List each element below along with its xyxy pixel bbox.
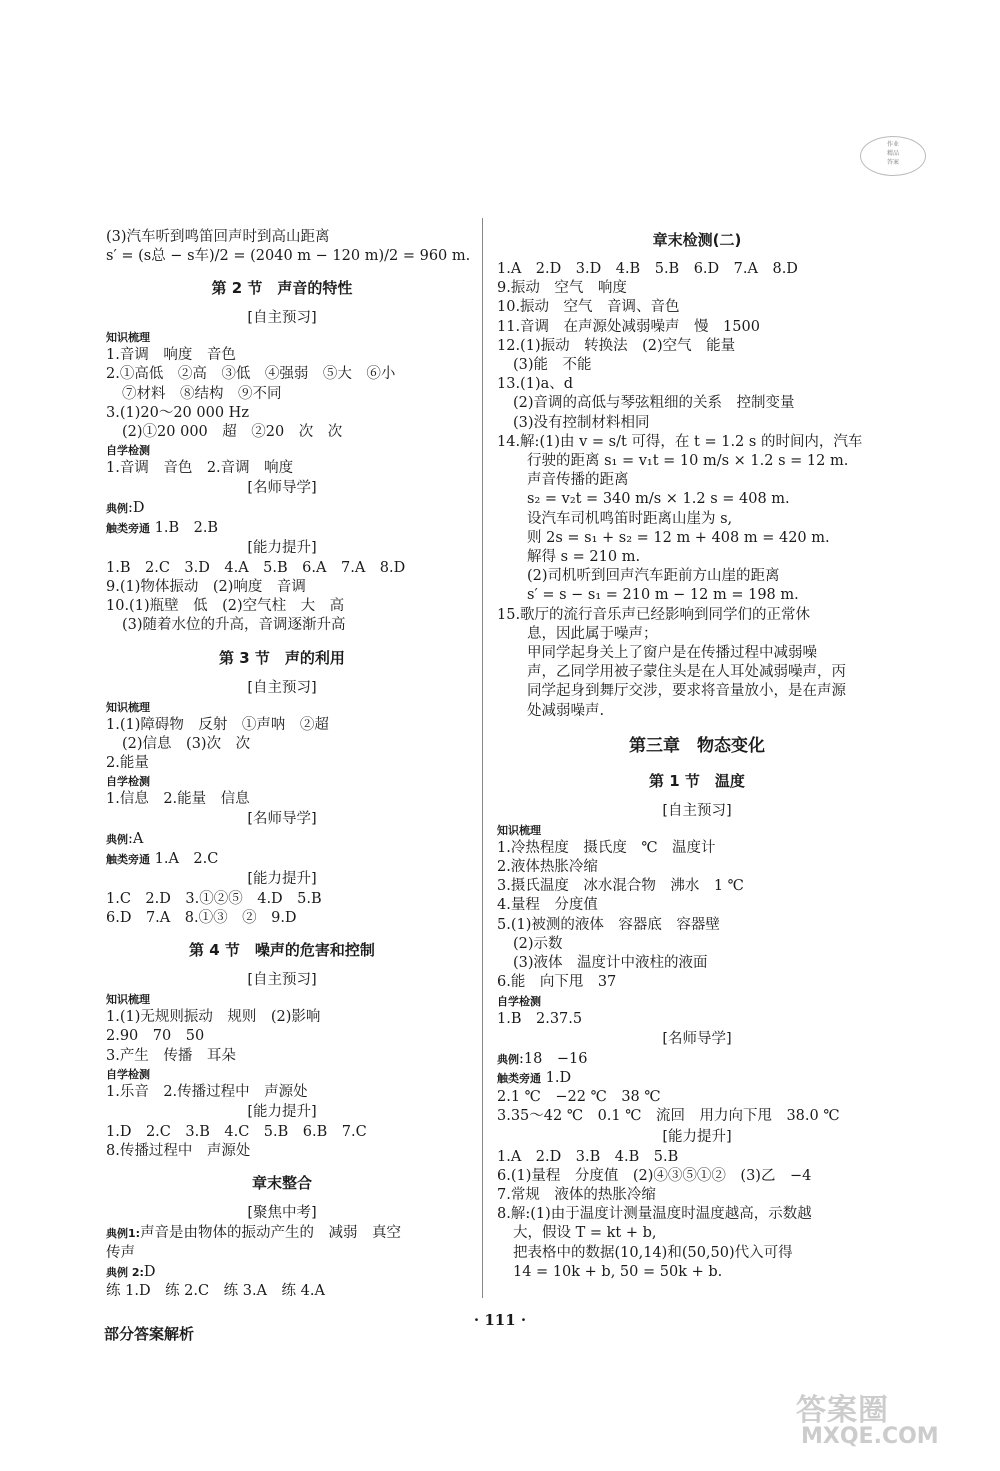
answer-line: s′ = s − s₁ = 210 m − 12 m = 198 m. <box>527 587 799 604</box>
answer-line: 2.1 ℃ −22 ℃ 38 ℃ <box>497 1089 661 1106</box>
stamp-line: 答案 <box>886 159 899 166</box>
stamp-line: 精品 <box>886 150 899 157</box>
answer-line <box>106 499 458 518</box>
answer-line: 5.(1)被测的液体 容器底 容器壁 <box>497 916 720 933</box>
answer-line: 12.(1)振动 转换法 (2)空气 能量 <box>497 337 736 354</box>
subsection-title: [能力提升] <box>247 870 317 887</box>
answer-line: 则 2s = s₁ + s₂ = 12 m + 408 m = 420 m. <box>527 529 830 546</box>
answer-line: (2)音调的高低与琴弦粗细的关系 控制变量 <box>513 395 795 412</box>
answer-line: 1.B 2.C 3.D 4.A 5.B 6.A 7.A 8.D <box>106 559 406 576</box>
example-tag: 触类旁通 <box>106 521 150 535</box>
category-tag: 知识梳理 <box>106 331 150 345</box>
left-column <box>106 228 471 1301</box>
answer-line: 声音传播的距离 <box>527 472 629 489</box>
answer-line: 4.量程 分度值 <box>497 897 598 914</box>
category-tag: 知识梳理 <box>106 993 150 1007</box>
answer-line: 1.冷热程度 摄氏度 ℃ 温度计 <box>497 839 716 856</box>
example-answer: :18 −16 <box>519 1050 588 1067</box>
answer-line: (3)液体 温度计中液柱的液面 <box>513 955 708 972</box>
answer-line: 2.90 70 50 <box>106 1028 205 1045</box>
answer-line: 2.①高低 ②高 ③低 ④强弱 ⑤大 ⑥小 <box>106 366 396 383</box>
category-tag: 自学检测 <box>106 775 150 789</box>
answer-line <box>497 1069 897 1088</box>
stamp-line: 作业 <box>886 141 899 148</box>
answer-line: 1.乐音 2.传播过程中 声源处 <box>106 1083 308 1100</box>
answer-line: 1.D 2.C 3.B 4.C 5.B 6.B 7.C <box>106 1124 367 1141</box>
answer-line: 2.液体热胀冷缩 <box>497 859 598 876</box>
answer-line: 9.(1)物体振动 (2)响度 音调 <box>106 579 306 596</box>
answer-line <box>106 1263 458 1282</box>
answer-line: 行驶的距离 s₁ = v₁t = 10 m/s × 1.2 s = 12 m. <box>527 453 849 470</box>
answer-line <box>106 519 458 538</box>
answer-line: 息，因此属于噪声； <box>527 625 658 642</box>
answer-line <box>106 1224 458 1243</box>
section-title: 章末检测(二) <box>652 231 742 249</box>
answer-line <box>106 850 458 869</box>
answer-line: 15.歌厅的流行音乐声已经影响到同学们的正常休 <box>497 606 811 623</box>
subsection-title: [能力提升] <box>247 1104 317 1121</box>
answer-line: (2)司机听到回声汽车距前方山崖的距离 <box>527 568 780 585</box>
answer-line <box>497 1050 897 1069</box>
example-tag: 典例 2: <box>106 1265 144 1279</box>
watermark-url: MXQE.COM <box>801 1424 939 1449</box>
section-title: 第 2 节 声音的特性 <box>211 279 353 298</box>
answer-line: 7.常规 液体的热胀冷缩 <box>497 1186 656 1203</box>
answer-line: 6.D 7.A 8.①③ ② 9.D <box>106 910 297 927</box>
answer-line: ⑦材料 ⑧结构 ⑨不同 <box>122 385 282 402</box>
example-answer: 1.D <box>541 1069 572 1086</box>
example-tag: 典例 <box>497 1052 519 1066</box>
subsection-title: [名师导学] <box>662 1030 732 1047</box>
subsection-title: [聚焦中考] <box>247 1205 317 1222</box>
example-tag: 典例1: <box>106 1227 141 1241</box>
formula-line: s′ = (s总 − s车)/2 = (2040 m − 120 m)/2 = 960 m. <box>106 248 471 265</box>
section-title: 第 3 节 声的利用 <box>219 648 345 667</box>
subsection-title: [自主预习] <box>247 679 317 696</box>
answer-line: 声，乙同学用被子蒙住头是在人耳处减弱噪声，丙 <box>527 664 846 681</box>
section-title: 第 4 节 噪声的危害和控制 <box>189 941 375 960</box>
corner-stamp <box>860 136 926 176</box>
answer-line: 把表格中的数据(10,14)和(50,50)代入可得 <box>513 1244 793 1261</box>
subsection-title: [名师导学] <box>247 480 317 497</box>
subsection-title: [自主预习] <box>247 972 317 989</box>
answer-line: 2.能量 <box>106 755 149 772</box>
example-answer: 声音是由物体的振动产生的 减弱 真空 <box>140 1225 402 1242</box>
answer-line: 10.振动 空气 音调、音色 <box>497 299 680 316</box>
right-column <box>497 228 897 1282</box>
subsection-title: [能力提升] <box>662 1128 732 1145</box>
answer-line: 同学起身到舞厅交涉，要求将音量放小，是在声源 <box>527 683 846 700</box>
chapter-title: 第三章 物态变化 <box>629 735 765 756</box>
answer-line: 1.信息 2.能量 信息 <box>106 791 250 808</box>
footer-label: 部分答案解析 <box>104 1325 195 1343</box>
category-tag: 自学检测 <box>106 1067 150 1081</box>
section-title: 第 1 节 温度 <box>649 771 745 790</box>
answer-line: (2)①20 000 超 ②20 次 次 <box>122 424 343 441</box>
example-answer: 1.A 2.C <box>150 850 219 867</box>
answer-line: (3)没有控制材料相同 <box>513 414 650 431</box>
answer-line: 9.振动 空气 响度 <box>497 280 627 297</box>
answer-line: 8.传播过程中 声源处 <box>106 1143 251 1160</box>
answer-line: 8.解:(1)由于温度计测量温度时温度越高，示数越 <box>497 1206 812 1223</box>
subsection-title: [自主预习] <box>662 802 732 819</box>
answer-line: 13.(1)a、d <box>497 376 574 393</box>
answer-line: 14 = 10k + b, 50 = 50k + b. <box>513 1263 723 1280</box>
example-answer: 1.B 2.B <box>150 519 219 536</box>
answer-line: 练 1.D 练 2.C 练 3.A 练 4.A <box>106 1283 325 1300</box>
answer-line: 1.C 2.D 3.①②⑤ 4.D 5.B <box>106 890 322 907</box>
example-tag: 典例 <box>106 502 128 516</box>
example-answer: D <box>143 1263 156 1280</box>
category-tag: 知识梳理 <box>106 700 150 714</box>
answer-line: 3.(1)20～20 000 Hz <box>106 404 249 421</box>
answer-line: 3.产生 传播 耳朵 <box>106 1047 236 1064</box>
category-tag: 自学检测 <box>106 444 150 458</box>
answer-line: 解得 s = 210 m. <box>527 549 641 566</box>
page-number: · 111 · <box>473 1311 527 1329</box>
answer-line: 大，假设 T = kt + b, <box>513 1225 657 1242</box>
answer-line: 1.A 2.D 3.B 4.B 5.B <box>497 1148 679 1165</box>
subsection-title: [名师导学] <box>247 811 317 828</box>
answer-line: 1.音调 音色 2.音调 响度 <box>106 460 294 477</box>
section-title: 章末整合 <box>251 1174 312 1193</box>
example-tag: 典例 <box>106 833 128 847</box>
category-tag: 自学检测 <box>497 994 541 1008</box>
answer-line: 处减弱噪声. <box>527 702 605 719</box>
answer-line: 甲同学起身关上了窗户是在传播过程中减弱噪 <box>527 645 817 662</box>
answer-line: 11.音调 在声源处减弱噪声 慢 1500 <box>497 318 760 335</box>
answer-line: (3)能 不能 <box>513 357 592 374</box>
example-tag: 触类旁通 <box>106 852 150 866</box>
answer-line: 3.摄氏温度 冰水混合物 沸水 1 ℃ <box>497 878 744 895</box>
answer-line: 1.音调 响度 音色 <box>106 347 236 364</box>
column-divider <box>482 218 483 1298</box>
answer-line: 1.(1)障碍物 反射 ①声呐 ②超 <box>106 716 329 733</box>
answer-line: 1.A 2.D 3.D 4.B 5.B 6.D 7.A 8.D <box>497 261 798 277</box>
example-answer: :D <box>128 500 145 517</box>
answer-line: 10.(1)瓶壁 低 (2)空气柱 大 高 <box>106 598 345 615</box>
answer-line <box>106 830 458 849</box>
answer-line: 6.能 向下甩 37 <box>497 974 617 991</box>
subsection-title: [自主预习] <box>247 310 317 327</box>
example-answer: :A <box>128 831 144 848</box>
answer-line: (3)汽车听到鸣笛回声时到高山距离 <box>106 229 330 245</box>
watermark-logo: 答案圈 <box>796 1393 889 1428</box>
answer-line: 6.(1)量程 分度值 (2)④③⑤①② (3)乙 −4 <box>497 1167 812 1184</box>
answer-line: 传声 <box>106 1244 135 1261</box>
answer-line: s₂ = v₂t = 340 m/s × 1.2 s = 408 m. <box>527 491 790 508</box>
answer-line: 14.解:(1)由 v = s/t 可得，在 t = 1.2 s 的时间内，汽车 <box>497 433 863 450</box>
category-tag: 知识梳理 <box>497 823 541 837</box>
answer-line: (2)示数 <box>513 935 563 952</box>
subsection-title: [能力提升] <box>247 539 317 556</box>
answer-line: 1.B 2.37.5 <box>497 1010 583 1027</box>
answer-line: 1.(1)无规则振动 规则 (2)影响 <box>106 1009 321 1026</box>
answer-line: 设汽车司机鸣笛时距离山崖为 s, <box>527 510 733 527</box>
answer-line: (2)信息 (3)次 次 <box>122 735 251 752</box>
answer-line: (3)随着水位的升高，音调逐渐升高 <box>122 617 346 634</box>
answer-line: 3.35～42 ℃ 0.1 ℃ 流回 用力向下甩 38.0 ℃ <box>497 1108 840 1125</box>
example-tag: 触类旁通 <box>497 1071 541 1085</box>
